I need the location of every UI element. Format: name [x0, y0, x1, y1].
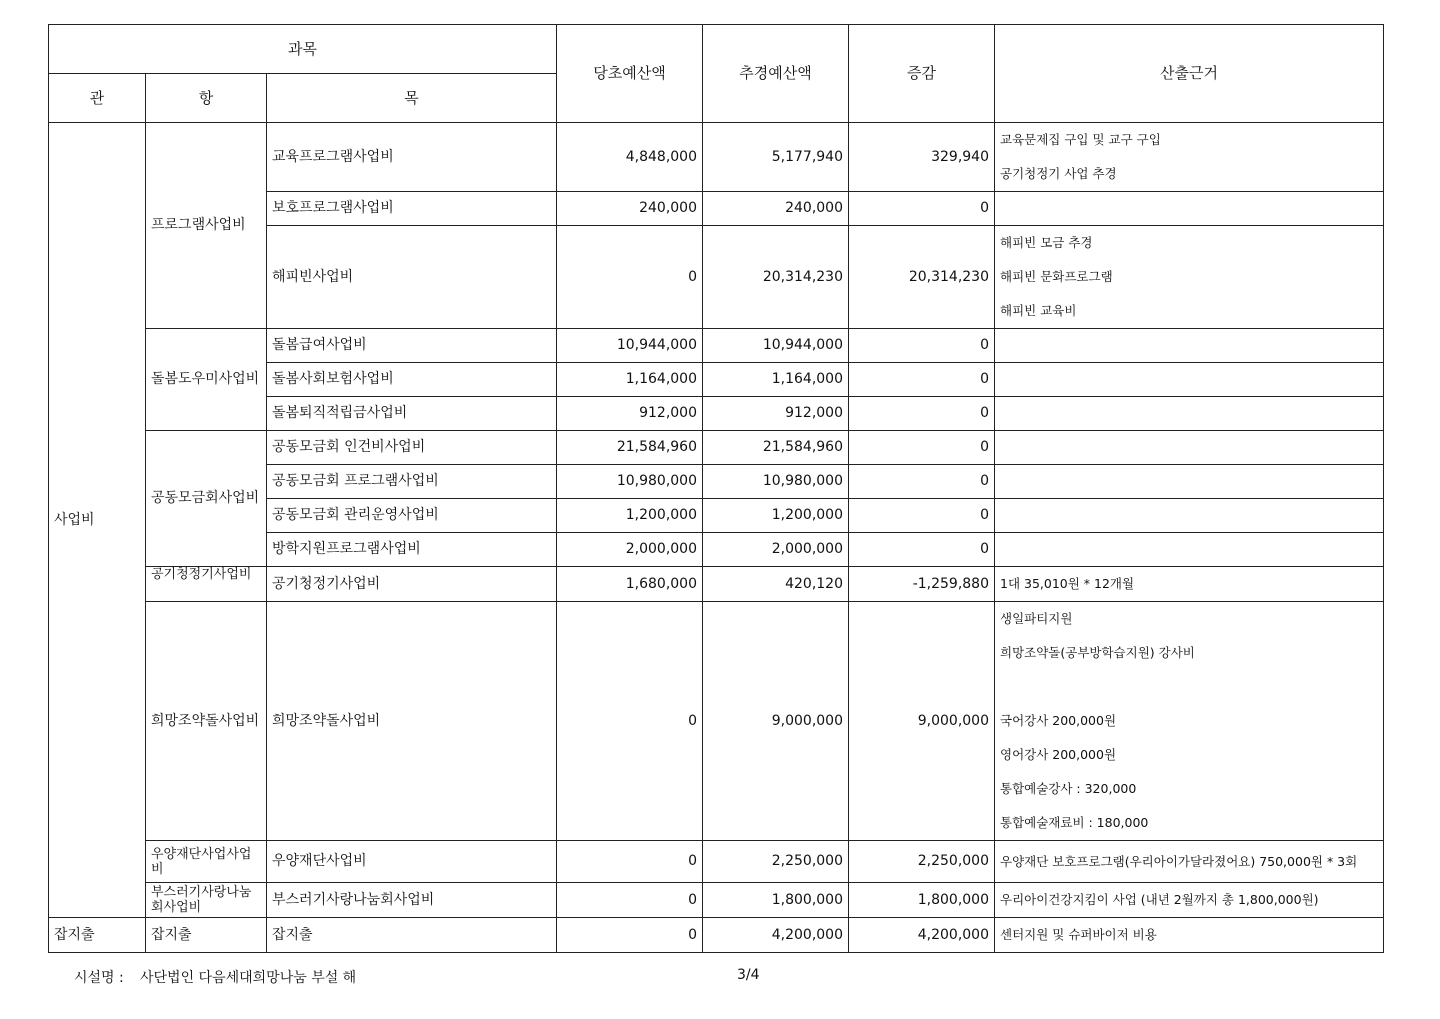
mok-cell: 우양재단사업비 — [267, 841, 557, 883]
header-subject: 과목 — [49, 25, 557, 74]
hang-cell: 부스러기사랑나눔회사업비 — [146, 883, 267, 918]
basis-line: 통합예술재료비 : 180,000 — [1000, 815, 1149, 830]
basis-cell — [995, 397, 1384, 431]
header-mok: 목 — [267, 74, 557, 123]
hang-cell: 공기청정기사업비 — [146, 567, 267, 602]
mok-cell: 부스러기사랑나눔회사업비 — [267, 883, 557, 918]
basis-line: 공기청정기 사업 추경 — [1000, 166, 1117, 181]
hang-cell: 우양재단사업사업비 — [146, 841, 267, 883]
mok-cell: 공동모금회 관리운영사업비 — [267, 499, 557, 533]
revised-cell: 1,164,000 — [703, 363, 849, 397]
revised-cell: 420,120 — [703, 567, 849, 602]
original-cell: 21,584,960 — [557, 431, 703, 465]
revised-cell: 10,944,000 — [703, 329, 849, 363]
change-cell: 0 — [849, 329, 995, 363]
basis-line: 해피빈 문화프로그램 — [1000, 269, 1113, 284]
mok-cell: 돌봄사회보험사업비 — [267, 363, 557, 397]
revised-cell: 1,800,000 — [703, 883, 849, 918]
basis-line: 통합예술강사 : 320,000 — [1000, 781, 1137, 796]
mok-cell: 해피빈사업비 — [267, 226, 557, 329]
mok-cell: 보호프로그램사업비 — [267, 192, 557, 226]
basis-line — [1000, 670, 1378, 704]
basis-cell — [995, 533, 1384, 567]
change-cell: 0 — [849, 431, 995, 465]
facility-label: 시설명 : — [74, 970, 124, 986]
page-number: 3/4 — [737, 967, 760, 983]
header-revised: 추경예산액 — [703, 25, 849, 123]
basis-cell — [995, 918, 1384, 953]
revised-cell: 1,200,000 — [703, 499, 849, 533]
mok-cell: 공기청정기사업비 — [267, 567, 557, 602]
original-cell: 0 — [557, 883, 703, 918]
revised-cell: 10,980,000 — [703, 465, 849, 499]
basis-cell — [995, 431, 1384, 465]
revised-cell: 21,584,960 — [703, 431, 849, 465]
basis-line: 해피빈 모금 추경 — [1000, 235, 1093, 250]
basis-cell — [995, 123, 1384, 192]
header-basis: 산출근거 — [995, 25, 1384, 123]
basis-line: 교육문제집 구입 및 교구 구입 — [1000, 132, 1161, 147]
original-cell: 2,000,000 — [557, 533, 703, 567]
change-cell: 0 — [849, 499, 995, 533]
revised-cell: 912,000 — [703, 397, 849, 431]
change-cell: 0 — [849, 192, 995, 226]
mok-cell: 잡지출 — [267, 918, 557, 953]
revised-cell: 20,314,230 — [703, 226, 849, 329]
change-cell: 9,000,000 — [849, 602, 995, 841]
basis-cell: 우양재단 보호프로그램(우리아이가달라졌어요) 750,000원 * 3회 — [995, 841, 1384, 883]
basis-cell — [995, 226, 1384, 329]
original-cell: 912,000 — [557, 397, 703, 431]
header-change: 증감 — [849, 25, 995, 123]
basis-cell — [995, 602, 1384, 841]
original-cell: 0 — [557, 918, 703, 953]
mok-cell: 공동모금회 프로그램사업비 — [267, 465, 557, 499]
change-cell: 2,250,000 — [849, 841, 995, 883]
original-cell: 0 — [557, 602, 703, 841]
original-cell: 1,200,000 — [557, 499, 703, 533]
basis-line: 센터지원 및 슈퍼바이저 비용 — [1000, 927, 1157, 942]
change-cell: 0 — [849, 363, 995, 397]
revised-cell: 5,177,940 — [703, 123, 849, 192]
basis-cell — [995, 567, 1384, 602]
basis-cell — [995, 883, 1384, 918]
budget-table — [48, 24, 1384, 953]
basis-line: 1대 35,010원 * 12개월 — [1000, 576, 1135, 591]
revised-cell: 2,000,000 — [703, 533, 849, 567]
facility-name: 사단법인 다음세대희망나눔 부설 해 — [140, 970, 357, 986]
original-cell: 0 — [557, 226, 703, 329]
basis-cell — [995, 329, 1384, 363]
change-cell: 329,940 — [849, 123, 995, 192]
mok-cell: 돌봄퇴직적립금사업비 — [267, 397, 557, 431]
basis-line: 영어강사 200,000원 — [1000, 747, 1117, 762]
basis-line: 생일파티지원 — [1000, 611, 1073, 626]
original-cell: 1,164,000 — [557, 363, 703, 397]
mok-cell: 희망조약돌사업비 — [267, 602, 557, 841]
original-cell: 0 — [557, 841, 703, 883]
basis-line: 국어강사 200,000원 — [1000, 713, 1117, 728]
mok-cell: 돌봄급여사업비 — [267, 329, 557, 363]
basis-line: 해피빈 교육비 — [1000, 303, 1077, 318]
change-cell: 0 — [849, 397, 995, 431]
change-cell: 0 — [849, 533, 995, 567]
hang-cell: 잡지출 — [146, 918, 267, 953]
header-gwan: 관 — [49, 74, 146, 123]
hang-cell: 희망조약돌사업비 — [146, 602, 267, 841]
revised-cell: 9,000,000 — [703, 602, 849, 841]
basis-cell — [995, 465, 1384, 499]
revised-cell: 240,000 — [703, 192, 849, 226]
hang-cell: 공동모금회사업비 — [146, 431, 267, 567]
basis-cell — [995, 192, 1384, 226]
basis-line: 우리아이건강지킴이 사업 (내년 2월까지 총 1,800,000원) — [1000, 892, 1319, 907]
hang-cell: 프로그램사업비 — [146, 123, 267, 329]
hang-cell: 돌봄도우미사업비 — [146, 329, 267, 431]
original-cell: 240,000 — [557, 192, 703, 226]
revised-cell: 4,200,000 — [703, 918, 849, 953]
change-cell: -1,259,880 — [849, 567, 995, 602]
original-cell: 10,944,000 — [557, 329, 703, 363]
basis-cell — [995, 363, 1384, 397]
header-hang: 항 — [146, 74, 267, 123]
original-cell: 10,980,000 — [557, 465, 703, 499]
change-cell: 0 — [849, 465, 995, 499]
mok-cell: 방학지원프로그램사업비 — [267, 533, 557, 567]
original-cell: 4,848,000 — [557, 123, 703, 192]
change-cell: 4,200,000 — [849, 918, 995, 953]
change-cell: 1,800,000 — [849, 883, 995, 918]
header-original: 당초예산액 — [557, 25, 703, 123]
gwan-cell: 사업비 — [49, 123, 146, 918]
change-cell: 20,314,230 — [849, 226, 995, 329]
basis-line: 희망조약돌(공부방학습지원) 강사비 — [1000, 645, 1195, 660]
gwan-cell: 잡지출 — [49, 918, 146, 953]
mok-cell: 교육프로그램사업비 — [267, 123, 557, 192]
mok-cell: 공동모금회 인건비사업비 — [267, 431, 557, 465]
basis-cell — [995, 499, 1384, 533]
original-cell: 1,680,000 — [557, 567, 703, 602]
revised-cell: 2,250,000 — [703, 841, 849, 883]
